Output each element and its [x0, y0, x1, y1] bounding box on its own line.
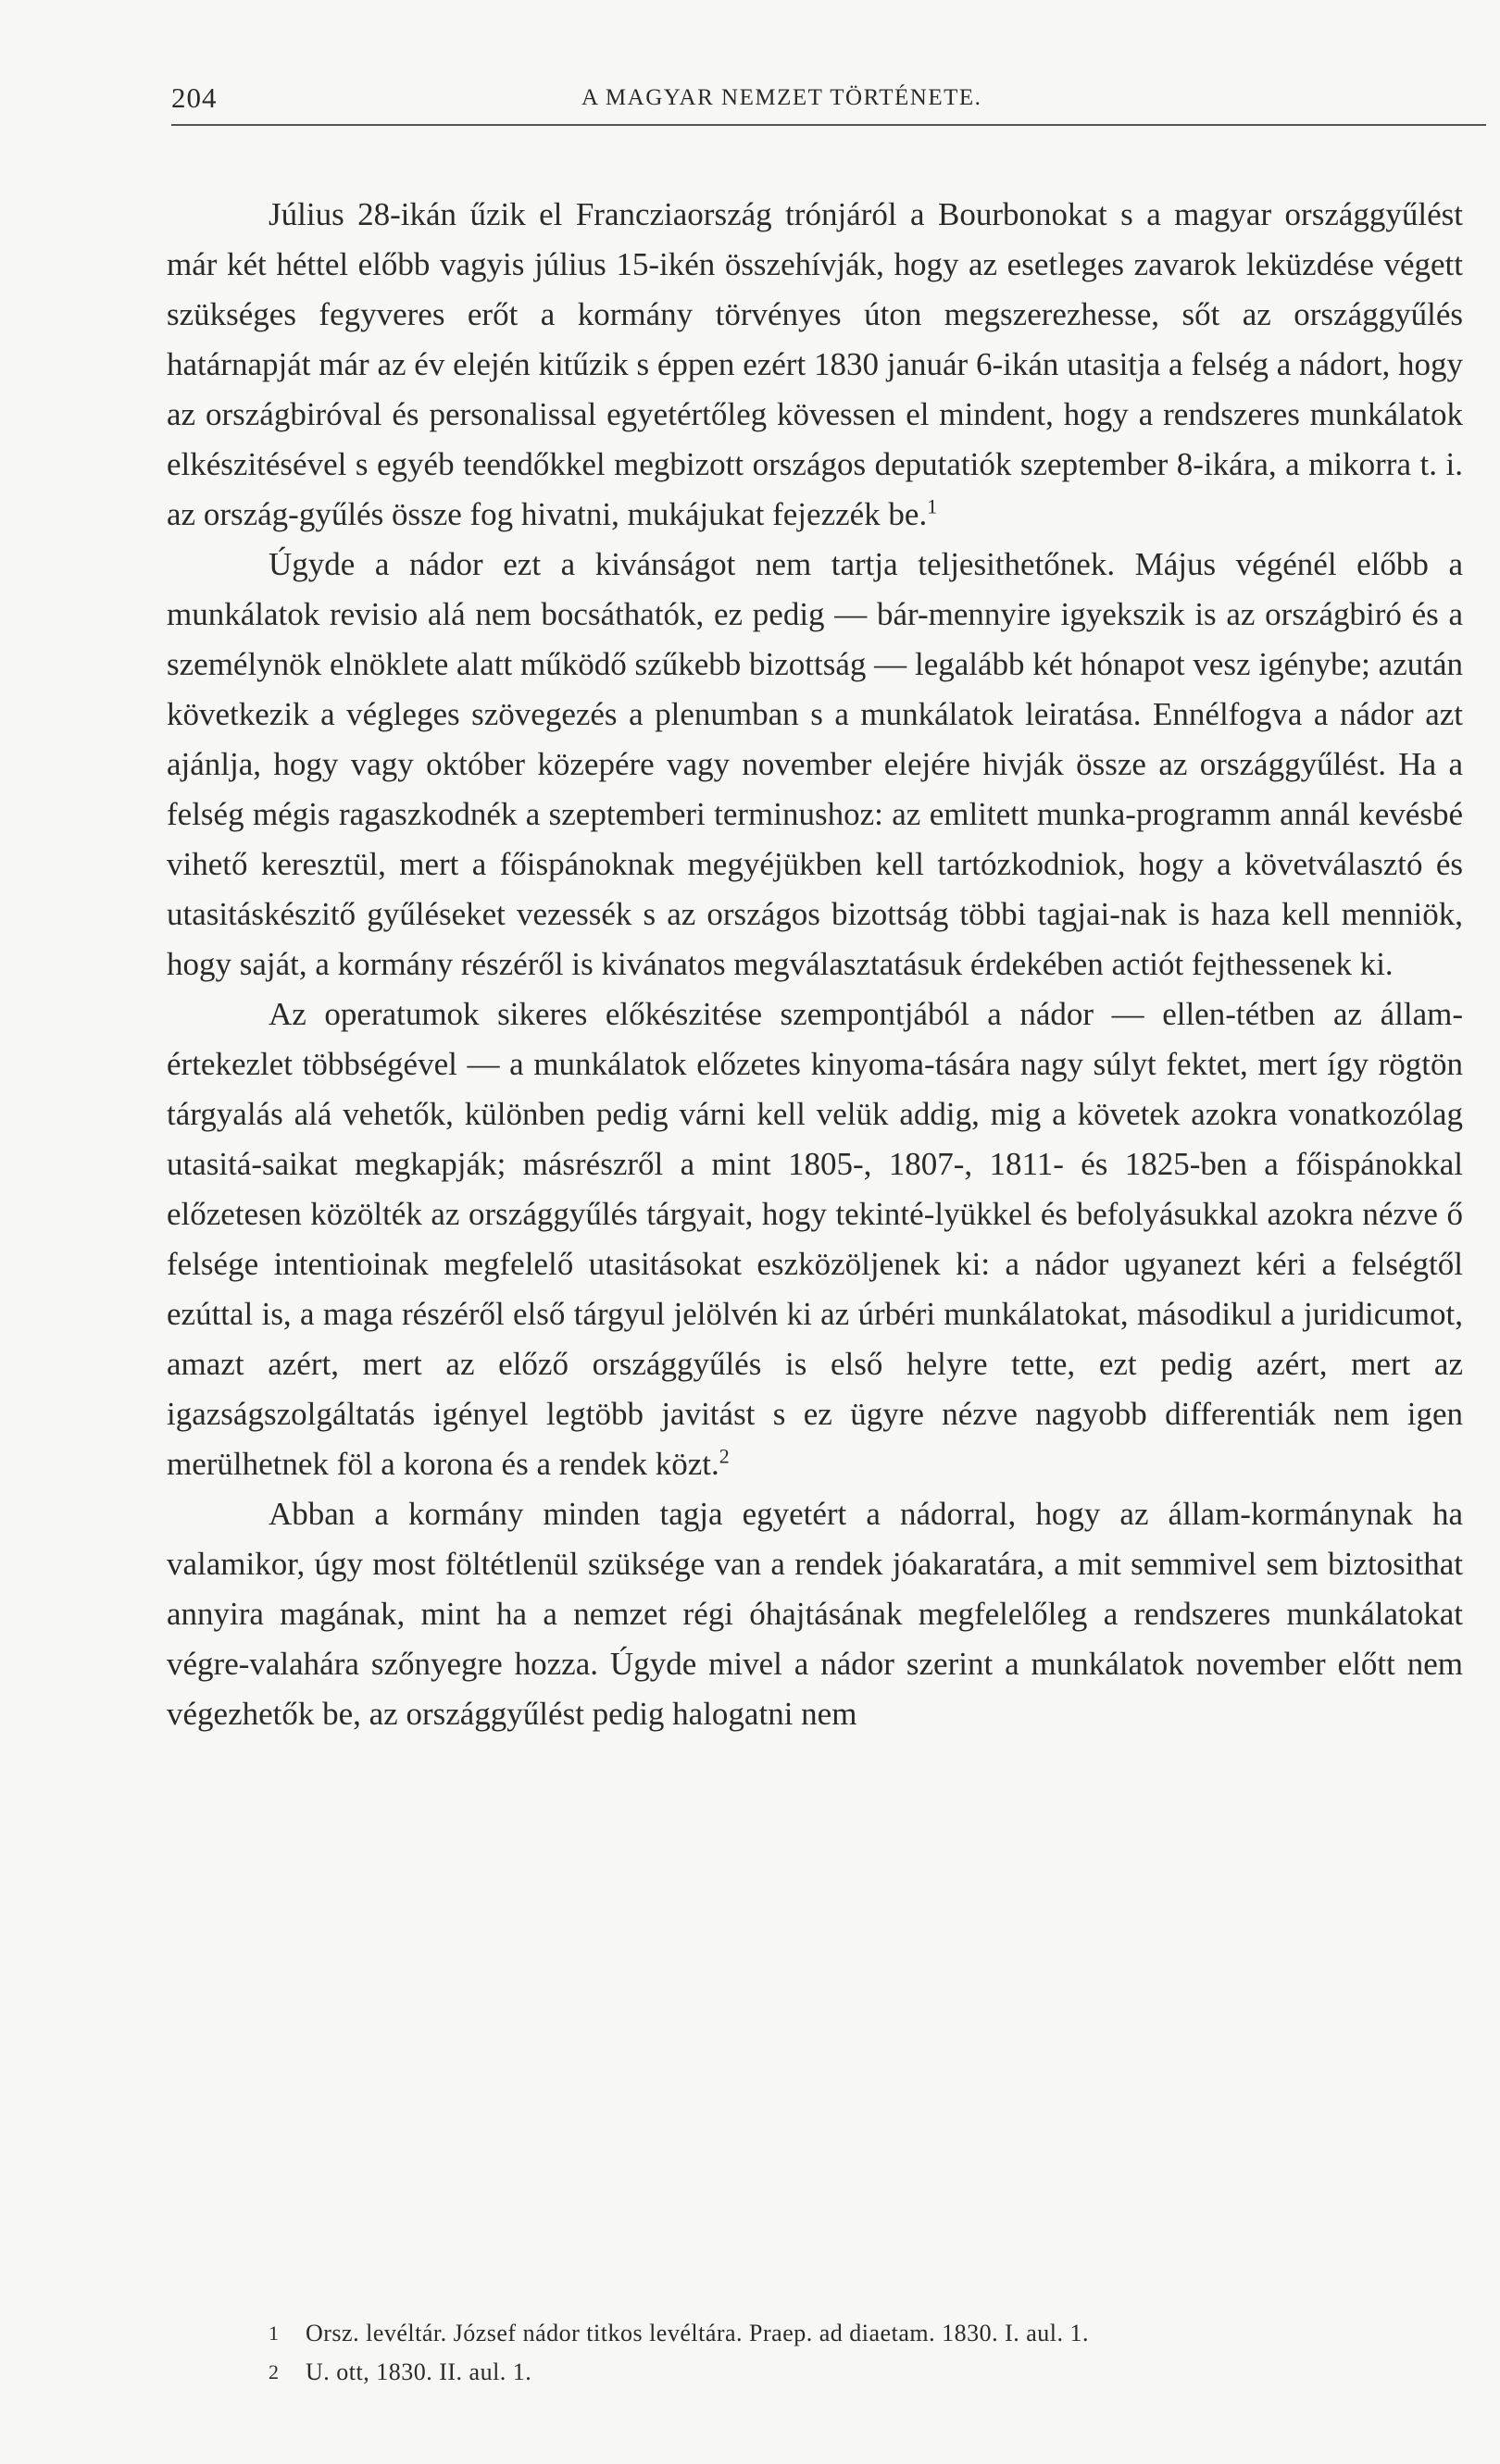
page-number: 204 — [171, 81, 218, 114]
paragraph-text: Az operatumok sikeres előkészitése szempontjából a nádor — ellen-tétben az állam-értekezlet többségével — a munkálatok előzetes kinyoma-tására nagy súlyt fektet, mert így rögtön tárgyalás alá vehetők, különben pedig várni kell velük addig, mig a követek azokra vonatkozólag utasitá-saikat megkapják; másrészről a mint 1805-, 1807-, 1811- és 1825-ben a főispánokkal előzetesen közölték az országgyűlés tárgyait, hogy tekinté-lyükkel és befolyásukkal azokra nézve ő felsége intentioinak megfelelő utasitásokat eszközöljenek ki: a nádor ugyanezt kéri a felségtől ezúttal is, a maga részéről első tárgyul jelölvén ki az úrbéri munkálatokat, másodikul a juridicumot, amazt azért, mert az előző országgyűlés is első helyre tette, ezt pedig azért, mert az igazságszolgáltatás igényel legtöbb javitást s ez ügyre nézve nagyobb differentiák nem igen merülhetnek föl a korona és a rendek közt. — [167, 996, 1463, 1482]
footnote — [167, 2314, 1463, 2353]
footnote-text: Orsz. levéltár. József nádor titkos levéltára. Praep. ad diaetam. 1830. I. aul. 1. — [306, 2320, 1090, 2346]
footnote-mark: 1 — [269, 2321, 280, 2345]
footnote — [167, 2353, 1463, 2392]
paragraph — [167, 190, 1463, 540]
footnote-ref: 2 — [719, 1444, 730, 1468]
footnote-text: U. ott, 1830. II. aul. 1. — [306, 2358, 532, 2385]
body-text — [167, 190, 1463, 1739]
paragraph-text: Abban a kormány minden tagja egyetért a nádorral, hogy az állam-kormánynak ha valamikor, úgy most föltétlenül szüksége van a rendek jóakaratára, a mit semmivel sem biztosithat annyira magának, mint ha a nemzet régi óhajtásának megfelelőleg a rendszeres munkálatokat végre-valahára szőnyegre hozza. Úgyde mivel a nádor szerint a munkálatok november előtt nem végezhetők be, az országgyűlést pedig halogatni nem — [167, 1496, 1463, 1732]
paragraph — [167, 540, 1463, 989]
paragraph — [167, 989, 1463, 1489]
page-header — [171, 81, 1486, 126]
footnote-ref: 1 — [927, 494, 938, 518]
paragraph — [167, 1489, 1463, 1739]
footnotes — [167, 2314, 1463, 2392]
paragraph-text: Július 28-ikán űzik el Francziaország trónjáról a Bourbonokat s a magyar országgyűlést már két héttel előbb vagyis július 15-ikén összehívják, hogy az esetleges zavarok leküzdése végett szükséges fegyveres erőt a kormány törvényes úton megszerezhesse, sőt az országgyűlés határnapját már az év elején kitűzik s éppen ezért 1830 január 6-ikán utasitja a felség a nádort, hogy az országbiróval és personalissal egyetértőleg kövessen el mindent, hogy a rendszeres munkálatok elkészitésével s egyéb teendőkkel megbizott országos deputatiók szeptember 8-ikára, a mikorra t. i. az ország-gyűlés össze fog hivatni, mukájukat fejezzék be. — [167, 196, 1463, 532]
footnote-mark: 2 — [269, 2360, 280, 2383]
running-title: A MAGYAR NEMZET TÖRTÉNETE. — [581, 85, 982, 110]
paragraph-text: Úgyde a nádor ezt a kivánságot nem tartja teljesithetőnek. Május végénél előbb a munkálatok revisio alá nem bocsáthatók, ez pedig — bár-mennyire igyekszik is az országbiró és a személynök elnöklete alatt működő szűkebb bizottság — legalább két hónapot vesz igénybe; azután következik a végleges szövegezés a plenumban s a munkálatok leiratása. Ennélfogva a nádor azt ajánlja, hogy vagy október közepére vagy november elejére hivják össze az országgyűlést. Ha a felség mégis ragaszkodnék a szeptemberi terminushoz: az emlitett munka-programm annál kevésbé vihető keresztül, mert a főispánoknak megyéjükben kell tartózkodniok, hogy a követválasztó és utasitáskészitő gyűléseket vezessék s az országos bizottság többi tagjai-nak is haza kell menniök, hogy saját, a kormány részéről is kivánatos megválasztatásuk érdekében actiót fejthessenek ki. — [167, 546, 1463, 982]
